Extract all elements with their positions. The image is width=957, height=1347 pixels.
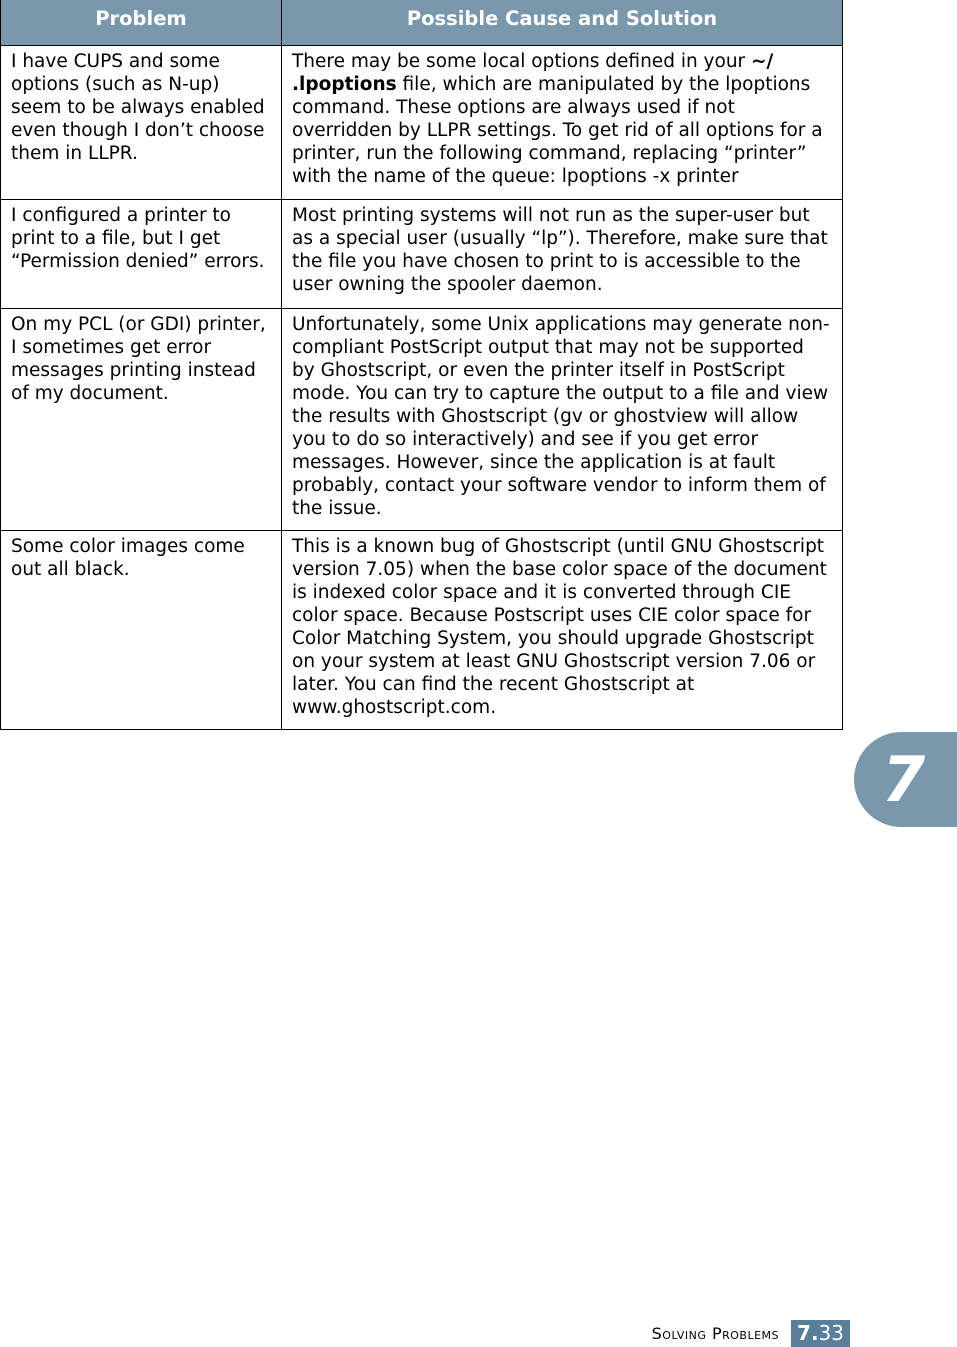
chapter-tab: 7 <box>854 732 957 827</box>
lpoptions-filename: ~/ .lpoptions <box>292 51 774 95</box>
header-solution: Possible Cause and Solution <box>282 0 843 46</box>
solution-cell <box>282 46 843 200</box>
table-row <box>1 46 843 200</box>
solution-cell: Most printing systems will not run as the super-user but as a special user (usually “lp”). Therefore, make sure that the file you have chosen to print to is accessible to the user owning the spooler daemon. <box>282 200 843 309</box>
table-row <box>1 200 843 309</box>
solution-text-pre: There may be some local options defined in your <box>292 51 752 72</box>
footer-section-title: Solving Problems <box>651 1323 780 1343</box>
page-number: 33 <box>818 1320 844 1345</box>
header-problem: Problem <box>1 0 282 46</box>
problem-cell: Some color images come out all black. <box>1 531 282 730</box>
troubleshooting-table <box>0 0 843 730</box>
page-chapter-number: 7. <box>797 1320 819 1345</box>
solution-cell: Unfortunately, some Unix applications may generate non-compliant PostScript output that may not be supported by Ghostscript, or even the printer itself in PostScript mode. You can try to capture the output to a file and view the results with Ghostscript (gv or ghostview will allow you to do so interactively) and see if you get error messages. However, since the application is at fault probably, contact your software vendor to inform them of the issue. <box>282 309 843 531</box>
solution-cell: This is a known bug of Ghostscript (until GNU Ghostscript version 7.05) when the base color space of the document is indexed color space and it is converted through CIE color space. Because Postscript uses CIE color space for Color Matching System, you should upgrade Ghostscript on your system at least GNU Ghostscript version 7.06 or later. You can find the recent Ghostscript at www.ghostscript.com. <box>282 531 843 730</box>
problem-cell: I have CUPS and some options (such as N-up) seem to be always enabled even though I don’t choose them in LLPR. <box>1 46 282 200</box>
problem-cell: On my PCL (or GDI) printer, I sometimes get error messages printing instead of my document. <box>1 309 282 531</box>
table-row <box>1 531 843 730</box>
problem-cell: I configured a printer to print to a file, but I get “Permission denied” errors. <box>1 200 282 309</box>
table-row <box>1 309 843 531</box>
table-header-row <box>1 0 843 46</box>
solution-text-post: file, which are manipulated by the lpoptions command. These options are always used if not overridden by LLPR settings. To get rid of all options for a printer, run the following command, replacing “printer” with the name of the queue: lpoptions -x printer <box>292 74 823 187</box>
page-number-box <box>791 1320 850 1347</box>
page-footer <box>600 1319 850 1347</box>
